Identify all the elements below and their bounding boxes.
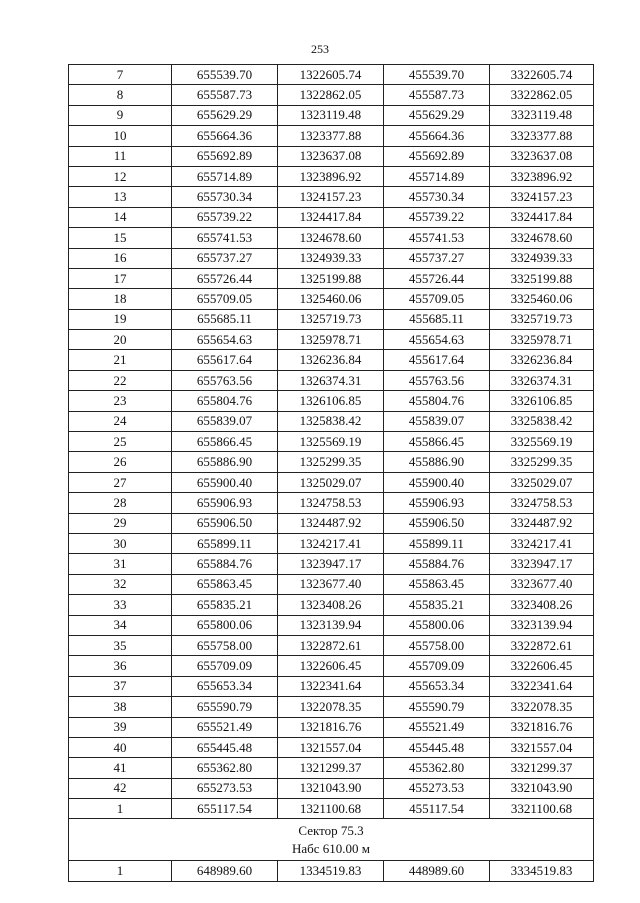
sector-header-row	[69, 819, 594, 861]
page-number: 253	[311, 42, 329, 56]
point-number-cell: 31	[69, 554, 172, 574]
table-row	[69, 635, 594, 655]
x2-coordinate-cell: 455741.53	[384, 228, 490, 248]
x-coordinate-cell: 655273.53	[172, 778, 278, 798]
y2-coordinate-cell: 3325838.42	[490, 411, 594, 431]
y2-coordinate-cell: 3325719.73	[490, 309, 594, 329]
y2-coordinate-cell: 3322606.45	[490, 656, 594, 676]
table-row	[69, 533, 594, 553]
y2-coordinate-cell: 3324487.92	[490, 513, 594, 533]
x-coordinate-cell: 655587.73	[172, 85, 278, 105]
y2-coordinate-cell: 3326106.85	[490, 391, 594, 411]
table-row	[69, 432, 594, 452]
point-number-cell: 29	[69, 513, 172, 533]
y-coordinate-cell: 1322872.61	[278, 635, 384, 655]
x2-coordinate-cell: 455654.63	[384, 330, 490, 350]
y2-coordinate-cell: 3323119.48	[490, 105, 594, 125]
table-row	[69, 493, 594, 513]
point-number-cell: 7	[69, 65, 172, 85]
y-coordinate-cell: 1321043.90	[278, 778, 384, 798]
y-coordinate-cell: 1325199.88	[278, 268, 384, 288]
x2-coordinate-cell: 455886.90	[384, 452, 490, 472]
x-coordinate-cell: 655899.11	[172, 533, 278, 553]
y-coordinate-cell: 1321299.37	[278, 758, 384, 778]
y-coordinate-cell: 1326374.31	[278, 370, 384, 390]
point-number-cell: 35	[69, 635, 172, 655]
point-number-cell: 20	[69, 330, 172, 350]
x-coordinate-cell: 655741.53	[172, 228, 278, 248]
y-coordinate-cell: 1325029.07	[278, 472, 384, 492]
point-number-cell: 42	[69, 778, 172, 798]
x2-coordinate-cell: 455692.89	[384, 146, 490, 166]
table-row	[69, 126, 594, 146]
x-coordinate-cell: 655590.79	[172, 697, 278, 717]
x-coordinate-cell: 655900.40	[172, 472, 278, 492]
y2-coordinate-cell: 3324939.33	[490, 248, 594, 268]
y-coordinate-cell: 1321557.04	[278, 737, 384, 757]
x2-coordinate-cell: 455709.09	[384, 656, 490, 676]
y2-coordinate-cell: 3324678.60	[490, 228, 594, 248]
point-number-cell: 28	[69, 493, 172, 513]
point-number-cell: 26	[69, 452, 172, 472]
y2-coordinate-cell: 3323637.08	[490, 146, 594, 166]
y2-coordinate-cell: 3322872.61	[490, 635, 594, 655]
y2-coordinate-cell: 3325569.19	[490, 432, 594, 452]
x-coordinate-cell: 655726.44	[172, 268, 278, 288]
y-coordinate-cell: 1323119.48	[278, 105, 384, 125]
y-coordinate-cell: 1326236.84	[278, 350, 384, 370]
y-coordinate-cell: 1324417.84	[278, 207, 384, 227]
y2-coordinate-cell: 3321557.04	[490, 737, 594, 757]
x2-coordinate-cell: 455653.34	[384, 676, 490, 696]
y2-coordinate-cell: 3321043.90	[490, 778, 594, 798]
x2-coordinate-cell: 455906.93	[384, 493, 490, 513]
x2-coordinate-cell: 455758.00	[384, 635, 490, 655]
table-row	[69, 737, 594, 757]
y2-coordinate-cell: 3334519.83	[490, 861, 594, 881]
point-number-cell: 39	[69, 717, 172, 737]
table-row	[69, 187, 594, 207]
table-row	[69, 472, 594, 492]
y-coordinate-cell: 1324487.92	[278, 513, 384, 533]
table-row	[69, 595, 594, 615]
y2-coordinate-cell: 3322341.64	[490, 676, 594, 696]
sector-title: Сектор 75.3	[298, 822, 364, 838]
x2-coordinate-cell: 455804.76	[384, 391, 490, 411]
x2-coordinate-cell: 455899.11	[384, 533, 490, 553]
coordinates-table-body	[69, 65, 594, 819]
point-number-cell: 10	[69, 126, 172, 146]
point-number-cell: 40	[69, 737, 172, 757]
table-row	[69, 166, 594, 186]
x2-coordinate-cell: 455362.80	[384, 758, 490, 778]
table-row	[69, 330, 594, 350]
table-row	[69, 85, 594, 105]
point-number-cell: 32	[69, 574, 172, 594]
table-row	[69, 452, 594, 472]
y-coordinate-cell: 1323377.88	[278, 126, 384, 146]
x-coordinate-cell: 655739.22	[172, 207, 278, 227]
y-coordinate-cell: 1322605.74	[278, 65, 384, 85]
y2-coordinate-cell: 3325029.07	[490, 472, 594, 492]
x-coordinate-cell: 655664.36	[172, 126, 278, 146]
y2-coordinate-cell: 3326236.84	[490, 350, 594, 370]
x-coordinate-cell: 655737.27	[172, 248, 278, 268]
y-coordinate-cell: 1323408.26	[278, 595, 384, 615]
y-coordinate-cell: 1322078.35	[278, 697, 384, 717]
x2-coordinate-cell: 455714.89	[384, 166, 490, 186]
x-coordinate-cell: 655617.64	[172, 350, 278, 370]
point-number-cell: 30	[69, 533, 172, 553]
y2-coordinate-cell: 3323408.26	[490, 595, 594, 615]
x2-coordinate-cell: 455800.06	[384, 615, 490, 635]
y2-coordinate-cell: 3323139.94	[490, 615, 594, 635]
table-row	[69, 289, 594, 309]
point-number-cell: 8	[69, 85, 172, 105]
point-number-cell: 1	[69, 861, 172, 881]
y-coordinate-cell: 1323896.92	[278, 166, 384, 186]
x-coordinate-cell: 655884.76	[172, 554, 278, 574]
y-coordinate-cell: 1324217.41	[278, 533, 384, 553]
table-row	[69, 411, 594, 431]
y-coordinate-cell: 1324157.23	[278, 187, 384, 207]
y-coordinate-cell: 1326106.85	[278, 391, 384, 411]
y2-coordinate-cell: 3323947.17	[490, 554, 594, 574]
x-coordinate-cell: 648989.60	[172, 861, 278, 881]
y-coordinate-cell: 1325460.06	[278, 289, 384, 309]
table-row	[69, 513, 594, 533]
x-coordinate-cell: 655685.11	[172, 309, 278, 329]
y2-coordinate-cell: 3323677.40	[490, 574, 594, 594]
point-number-cell: 9	[69, 105, 172, 125]
y-coordinate-cell: 1325838.42	[278, 411, 384, 431]
x-coordinate-cell: 655730.34	[172, 187, 278, 207]
x2-coordinate-cell: 455763.56	[384, 370, 490, 390]
x2-coordinate-cell: 455709.05	[384, 289, 490, 309]
x2-coordinate-cell: 455863.45	[384, 574, 490, 594]
point-number-cell: 12	[69, 166, 172, 186]
table-row	[69, 656, 594, 676]
x2-coordinate-cell: 455884.76	[384, 554, 490, 574]
point-number-cell: 34	[69, 615, 172, 635]
table-row	[69, 228, 594, 248]
y-coordinate-cell: 1334519.83	[278, 861, 384, 881]
table-row	[69, 248, 594, 268]
point-number-cell: 23	[69, 391, 172, 411]
x-coordinate-cell: 655714.89	[172, 166, 278, 186]
x-coordinate-cell: 655653.34	[172, 676, 278, 696]
x2-coordinate-cell: 455445.48	[384, 737, 490, 757]
table-row	[69, 615, 594, 635]
y2-coordinate-cell: 3325199.88	[490, 268, 594, 288]
y2-coordinate-cell: 3324157.23	[490, 187, 594, 207]
x-coordinate-cell: 655692.89	[172, 146, 278, 166]
y-coordinate-cell: 1322862.05	[278, 85, 384, 105]
x2-coordinate-cell: 455273.53	[384, 778, 490, 798]
y-coordinate-cell: 1323677.40	[278, 574, 384, 594]
x2-coordinate-cell: 455900.40	[384, 472, 490, 492]
y-coordinate-cell: 1325719.73	[278, 309, 384, 329]
x2-coordinate-cell: 455664.36	[384, 126, 490, 146]
table-row	[69, 146, 594, 166]
y-coordinate-cell: 1323139.94	[278, 615, 384, 635]
x2-coordinate-cell: 455117.54	[384, 799, 490, 819]
point-number-cell: 33	[69, 595, 172, 615]
x2-coordinate-cell: 448989.60	[384, 861, 490, 881]
x-coordinate-cell: 655521.49	[172, 717, 278, 737]
x-coordinate-cell: 655886.90	[172, 452, 278, 472]
y2-coordinate-cell: 3321299.37	[490, 758, 594, 778]
sector-header-body	[69, 819, 594, 861]
x-coordinate-cell: 655117.54	[172, 799, 278, 819]
y2-coordinate-cell: 3325299.35	[490, 452, 594, 472]
point-number-cell: 27	[69, 472, 172, 492]
x-coordinate-cell: 655763.56	[172, 370, 278, 390]
table-row	[69, 391, 594, 411]
table-row	[69, 268, 594, 288]
x2-coordinate-cell: 455839.07	[384, 411, 490, 431]
x-coordinate-cell: 655758.00	[172, 635, 278, 655]
table-row	[69, 207, 594, 227]
x-coordinate-cell: 655629.29	[172, 105, 278, 125]
x2-coordinate-cell: 455866.45	[384, 432, 490, 452]
point-number-cell: 21	[69, 350, 172, 370]
point-number-cell: 41	[69, 758, 172, 778]
y-coordinate-cell: 1323947.17	[278, 554, 384, 574]
table-row	[69, 554, 594, 574]
point-number-cell: 36	[69, 656, 172, 676]
x-coordinate-cell: 655800.06	[172, 615, 278, 635]
x2-coordinate-cell: 455906.50	[384, 513, 490, 533]
y2-coordinate-cell: 3322862.05	[490, 85, 594, 105]
sector-table-body	[69, 861, 594, 881]
x2-coordinate-cell: 455539.70	[384, 65, 490, 85]
x-coordinate-cell: 655362.80	[172, 758, 278, 778]
point-number-cell: 25	[69, 432, 172, 452]
y2-coordinate-cell: 3323377.88	[490, 126, 594, 146]
x-coordinate-cell: 655539.70	[172, 65, 278, 85]
y2-coordinate-cell: 3323896.92	[490, 166, 594, 186]
point-number-cell: 22	[69, 370, 172, 390]
coordinates-table	[68, 64, 594, 882]
point-number-cell: 37	[69, 676, 172, 696]
point-number-cell: 1	[69, 799, 172, 819]
point-number-cell: 18	[69, 289, 172, 309]
x-coordinate-cell: 655804.76	[172, 391, 278, 411]
point-number-cell: 16	[69, 248, 172, 268]
x2-coordinate-cell: 455730.34	[384, 187, 490, 207]
table-row	[69, 350, 594, 370]
y2-coordinate-cell: 3322605.74	[490, 65, 594, 85]
x-coordinate-cell: 655863.45	[172, 574, 278, 594]
x2-coordinate-cell: 455726.44	[384, 268, 490, 288]
y2-coordinate-cell: 3325460.06	[490, 289, 594, 309]
point-number-cell: 24	[69, 411, 172, 431]
table-row	[69, 105, 594, 125]
y2-coordinate-cell: 3324217.41	[490, 533, 594, 553]
y-coordinate-cell: 1325978.71	[278, 330, 384, 350]
sector-header-cell	[69, 819, 594, 861]
table-row	[69, 574, 594, 594]
y2-coordinate-cell: 3321100.68	[490, 799, 594, 819]
point-number-cell: 11	[69, 146, 172, 166]
sector-height: Набс 610.00 м	[291, 840, 371, 856]
y2-coordinate-cell: 3322078.35	[490, 697, 594, 717]
x-coordinate-cell: 655709.09	[172, 656, 278, 676]
x-coordinate-cell: 655709.05	[172, 289, 278, 309]
x-coordinate-cell: 655835.21	[172, 595, 278, 615]
point-number-cell: 14	[69, 207, 172, 227]
x2-coordinate-cell: 455685.11	[384, 309, 490, 329]
x-coordinate-cell: 655839.07	[172, 411, 278, 431]
y2-coordinate-cell: 3324417.84	[490, 207, 594, 227]
x2-coordinate-cell: 455835.21	[384, 595, 490, 615]
x2-coordinate-cell: 455737.27	[384, 248, 490, 268]
table-row	[69, 861, 594, 881]
x-coordinate-cell: 655654.63	[172, 330, 278, 350]
table-row	[69, 65, 594, 85]
x-coordinate-cell: 655445.48	[172, 737, 278, 757]
table-row	[69, 799, 594, 819]
x2-coordinate-cell: 455590.79	[384, 697, 490, 717]
x-coordinate-cell: 655866.45	[172, 432, 278, 452]
y-coordinate-cell: 1324758.53	[278, 493, 384, 513]
table-row	[69, 370, 594, 390]
y-coordinate-cell: 1324939.33	[278, 248, 384, 268]
y-coordinate-cell: 1325299.35	[278, 452, 384, 472]
table-row	[69, 778, 594, 798]
x2-coordinate-cell: 455617.64	[384, 350, 490, 370]
point-number-cell: 38	[69, 697, 172, 717]
y2-coordinate-cell: 3325978.71	[490, 330, 594, 350]
x2-coordinate-cell: 455521.49	[384, 717, 490, 737]
point-number-cell: 15	[69, 228, 172, 248]
table-row	[69, 309, 594, 329]
y-coordinate-cell: 1323637.08	[278, 146, 384, 166]
y-coordinate-cell: 1322606.45	[278, 656, 384, 676]
y-coordinate-cell: 1321816.76	[278, 717, 384, 737]
table-row	[69, 697, 594, 717]
x2-coordinate-cell: 455629.29	[384, 105, 490, 125]
table-row	[69, 717, 594, 737]
y-coordinate-cell: 1321100.68	[278, 799, 384, 819]
y2-coordinate-cell: 3324758.53	[490, 493, 594, 513]
table-row	[69, 758, 594, 778]
point-number-cell: 19	[69, 309, 172, 329]
y2-coordinate-cell: 3326374.31	[490, 370, 594, 390]
y-coordinate-cell: 1325569.19	[278, 432, 384, 452]
y-coordinate-cell: 1324678.60	[278, 228, 384, 248]
table-row	[69, 676, 594, 696]
y2-coordinate-cell: 3321816.76	[490, 717, 594, 737]
point-number-cell: 13	[69, 187, 172, 207]
point-number-cell: 17	[69, 268, 172, 288]
x-coordinate-cell: 655906.50	[172, 513, 278, 533]
x2-coordinate-cell: 455739.22	[384, 207, 490, 227]
y-coordinate-cell: 1322341.64	[278, 676, 384, 696]
x2-coordinate-cell: 455587.73	[384, 85, 490, 105]
x-coordinate-cell: 655906.93	[172, 493, 278, 513]
